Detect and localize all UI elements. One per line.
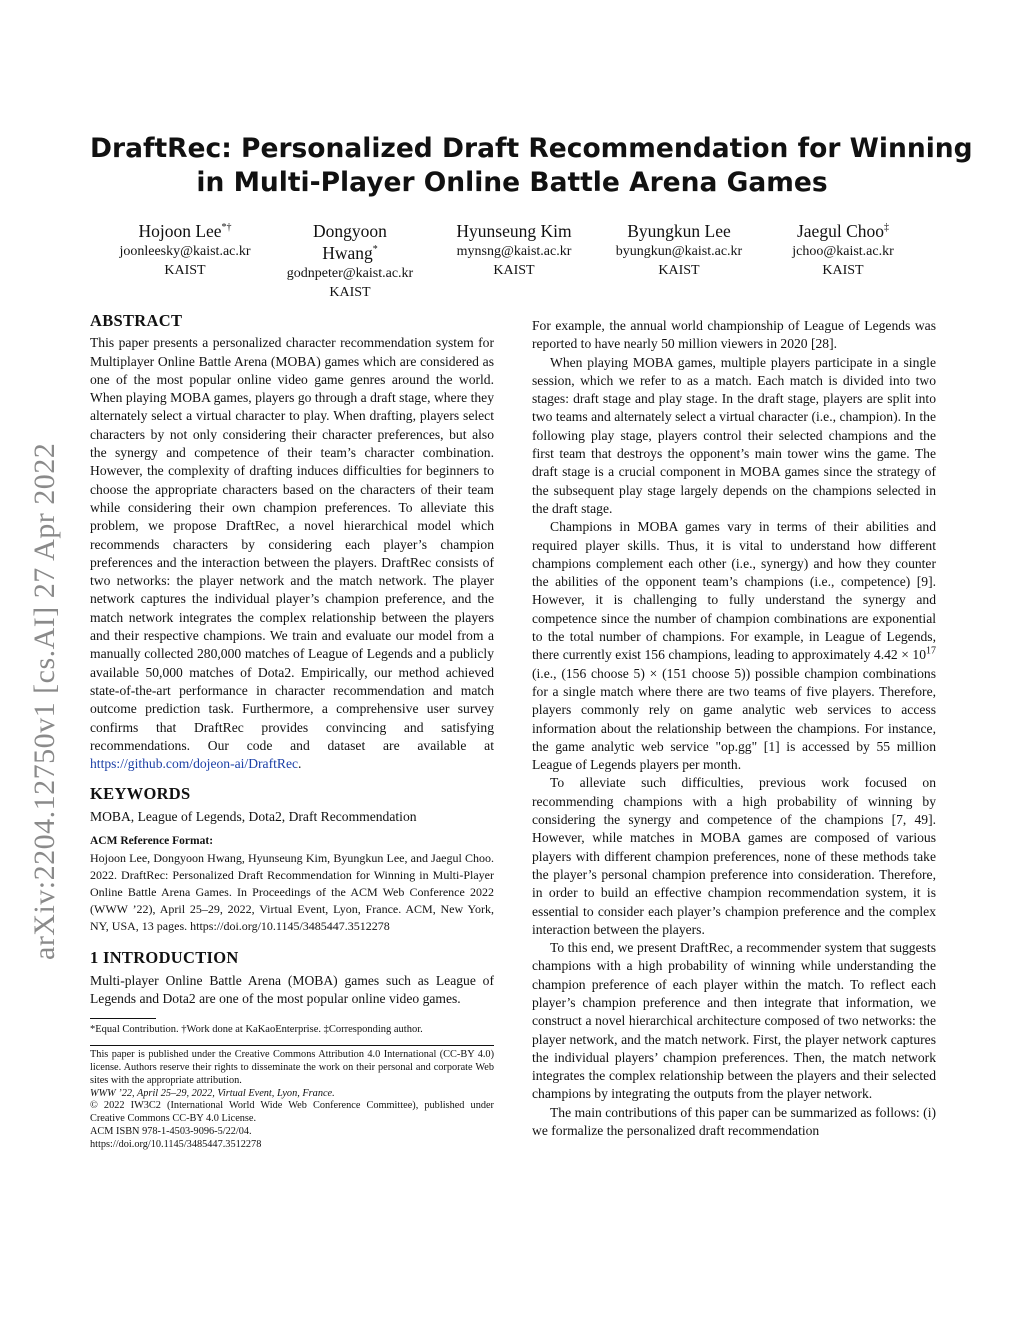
license-divider	[90, 1045, 494, 1046]
author-email[interactable]: godnpeter@kaist.ac.kr	[286, 266, 414, 281]
author-block-4	[600, 220, 758, 280]
intro-paragraph-2: When playing MOBA games, multiple players participate in a single session, which we refer to as a match. Each match is divided into two stages: draft stage and play stage. In the draft stage, players are split into two teams and alternately select a virtual character (i.e., champion). In the following play stage, players control their selected champions and the first team that destroys the opponent’s main tower wins the game. The draft stage is a crucial component in MOBA games since the strategy of the subsequent play stage largely depends on the champions selected in the draft stage.	[532, 354, 936, 516]
intro-paragraph-1-continued: For example, the annual world championship of League of Legends was reported to have nearly 50 million viewers in 2020 [28].	[532, 318, 936, 352]
arxiv-identifier: arXiv:2204.12750v1 [cs.AI] 27 Apr 2022	[28, 442, 61, 960]
isbn: ACM ISBN 978-1-4503-9096-5/22/04.	[90, 1125, 252, 1137]
author-email[interactable]: mynsng@kaist.ac.kr	[456, 244, 572, 259]
author-name: Hyunseung Kim	[456, 221, 572, 241]
license-block	[90, 1049, 494, 1151]
author-name: Hojoon Lee*†	[138, 221, 232, 241]
right-column	[532, 317, 936, 1140]
footnote: *Equal Contribution. †Work done at KaKaoEnterprise. ‡Corresponding author.	[90, 1024, 423, 1036]
author-affiliation: KAIST	[658, 263, 700, 278]
paper-title	[90, 132, 973, 200]
introduction-heading: 1 INTRODUCTION	[90, 948, 239, 968]
acm-reference-text: Hojoon Lee, Dongyoon Hwang, Hyunseung Kim, Byungkun Lee, and Jaegul Choo. 2022. DraftRec: Personalized Draft Recommendation for Winning in Multi-Player Online Battle Arena Games. In Proceedings of the ACM Web Conference 2022 (WWW ’22), April 25–29, 2022, Virtual Event, Lyon, France. ACM, New York, NY, USA, 13 pages. https://doi.org/10.1145/3485447.3512278	[90, 851, 494, 934]
author-name: Jaegul Choo‡	[796, 221, 889, 241]
author-affiliation: KAIST	[164, 263, 206, 278]
author-block-5	[772, 220, 914, 280]
acm-reference-heading: ACM Reference Format:	[90, 835, 214, 848]
abstract-text: This paper presents a personalized character recommendation system for Multiplayer Online Battle Arena (MOBA) games which are considered as one of the most popular online video game genres around the world. When playing MOBA games, players go through a draft stage, where they alternately select a virtual character to play. When drafting, players select characters by not only considering their character preferences, but also the synergy and competence of their team’s character combination. However, the complexity of drafting induces difficulties for beginners to choose the appropriate characters based on the characters of their team while considering their own champion preferences. To alleviate this problem, we propose DraftRec, a novel hierarchical model which recommends characters by considering each player’s champion preferences and the interaction between the players. DraftRec consists of two networks: the player network and the match network. The player network captures the individual player’s champion preference, and the match network integrates the complex relationship between the players and their respective champions. We train and evaluate our model from a manually collected 280,000 matches of League of Legends and a publicly available 50,000 matches of Dota2. Empirically, our method achieved state-of-the-art performance in character recommendation and match outcome prediction task. Furthermore, a comprehensive user survey confirms that DraftRec provides convincing and satisfying recommendations. Our code and dataset are available at https://github.com/dojeon-ai/DraftRec.	[90, 335, 494, 772]
conference-info: WWW ’22, April 25–29, 2022, Virtual Event, Lyon, France.	[90, 1087, 335, 1099]
author-email[interactable]: byungkun@kaist.ac.kr	[615, 244, 743, 259]
author-affiliation: KAIST	[493, 263, 535, 278]
copyright: © 2022 IW3C2 (International World Wide Web Conference Committee), published under Creative Commons CC-BY 4.0 License.	[90, 1100, 494, 1125]
title-line-2: in Multi-Player Online Battle Arena Games	[196, 167, 828, 198]
abstract-heading: ABSTRACT	[90, 311, 183, 330]
intro-paragraph-3: Champions in MOBA games vary in terms of their abilities and required player skills. Thus, it is vital to understand how different champions complement each other (i.e., synergy) and how they counter the abilities of the opponent team’s champions (i.e., competence) [9]. However, it is challenging to fully understand the synergy and competence since the number of champion combinations are exponential to the total number of champions. For example, in League of Legends, there currently exist 156 champions, leading to approximately $4.42 \times 10^{17}$ (i.e., (156 choose 5) × (151 choose 5)) possible champion combinations for a single match where there are two teams of five players. Therefore, players commonly rely on game analytic web services to access information about the relationship between the champions. For instance, the game analytic web service "op.gg" [1] is accessed by 55 million League of Legends players per month.	[532, 519, 936, 773]
keywords-heading: KEYWORDS	[90, 784, 191, 804]
author-email[interactable]: joonleesky@kaist.ac.kr	[119, 244, 251, 259]
author-affiliation: KAIST	[822, 263, 864, 278]
footnote-divider	[90, 1018, 156, 1019]
intro-paragraph-6: The main contributions of this paper can be summarized as follows: (i) we formalize the personalized draft recommendation	[532, 1104, 936, 1139]
left-column	[90, 312, 494, 1152]
author-block-1	[105, 220, 265, 280]
github-link[interactable]: https://github.com/dojeon-ai/DraftRec	[90, 756, 299, 772]
intro-paragraph-1: Multi-player Online Battle Arena (MOBA) games such as League of Legends and Dota2 are one of the most popular online video games.	[90, 972, 494, 1006]
intro-paragraph-4: To alleviate such difficulties, previous work focused on recommending champions with a high probability of winning by considering the synergy and competence of the champions [7, 49]. However, while matches in MOBA games are composed of various players with different champion preferences, none of these methods take the player’s personal champion preference into consideration. Therefore, in order to build an effective champion recommendation system, it is essential to consider each player’s champion preference and the complex interaction between the players.	[532, 775, 936, 937]
keywords-text: MOBA, League of Legends, Dota2, Draft Recommendation	[90, 808, 417, 824]
intro-paragraph-5: To this end, we present DraftRec, a recommender system that suggests champions with a high probability of winning while understanding the champion preference of each player within the match. To reflect each player’s champion preference and then integrate that information, we construct a novel hierarchical architecture composed of two networks: the player network, and the match network. First, the player network captures the individual players’ champion preferences. Then, the match network integrates the complex relationship between the players and their selected champions by integrating the outputs from the player network.	[532, 940, 936, 1102]
doi-link[interactable]: https://doi.org/10.1145/3485447.3512278	[90, 1138, 262, 1150]
author-name: Dongyoon Hwang*	[313, 221, 387, 263]
title-line-1: DraftRec: Personalized Draft Recommendation for Winning	[90, 133, 973, 164]
license-text: This paper is published under the Creative Commons Attribution 4.0 International (CC-BY 4.0) license. Authors reserve their rights to disseminate the work on their personal and corporate Web sites with the appropriate attribution.	[90, 1049, 494, 1086]
author-email[interactable]: jchoo@kaist.ac.kr	[792, 244, 894, 259]
author-name: Byungkun Lee	[627, 221, 731, 241]
author-block-3	[438, 220, 590, 280]
author-block-2	[272, 220, 428, 302]
author-affiliation: KAIST	[329, 285, 371, 300]
